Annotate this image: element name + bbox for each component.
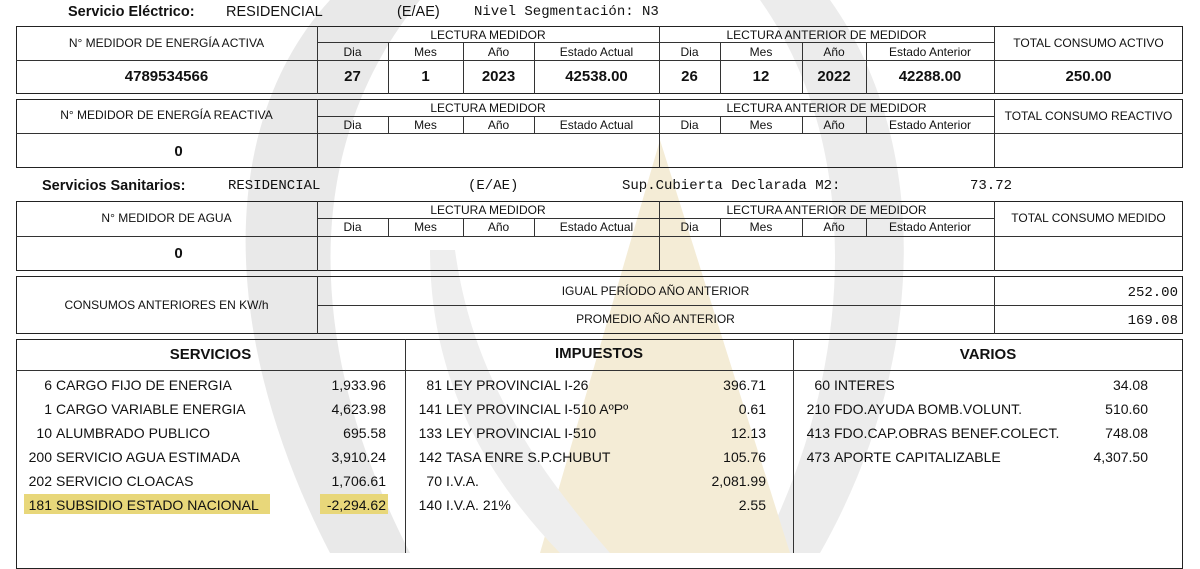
tax-name: I.V.A. 21% — [446, 497, 511, 513]
service-code: 200 — [28, 449, 52, 465]
col-estado-anterior: Estado Anterior — [888, 118, 972, 132]
previous-month: 12 — [752, 68, 770, 85]
water-meter-number: 0 — [174, 245, 183, 262]
average-value: 169.08 — [1127, 313, 1178, 329]
various-name: INTERES — [834, 377, 895, 393]
tax-code: 70 — [426, 473, 442, 489]
col-mes-prev: Mes — [749, 220, 773, 234]
col-mes: Mes — [414, 118, 437, 132]
col-anio: Año — [487, 118, 510, 132]
current-month: 1 — [421, 68, 430, 85]
electric-label: Servicio Eléctrico: — [68, 4, 195, 20]
water-total-label: TOTAL CONSUMO MEDIDO — [1011, 211, 1166, 225]
service-code: 6 — [44, 377, 52, 393]
current-day: 27 — [344, 68, 361, 85]
col-estado-anterior: Estado Anterior — [888, 45, 972, 59]
active-meter-number: 4789534566 — [124, 68, 209, 85]
service-amount: 1,933.96 — [331, 377, 386, 393]
service-amount: 1,706.61 — [331, 473, 386, 489]
tax-code: 81 — [426, 377, 442, 393]
active-previous-header: LECTURA ANTERIOR DE MEDIDOR — [726, 28, 927, 42]
service-code: 1 — [44, 401, 52, 417]
service-code: 202 — [28, 473, 52, 489]
col-estado-actual: Estado Actual — [559, 118, 634, 132]
service-amount: 4,623.98 — [331, 401, 386, 417]
tax-amount: 2.55 — [738, 497, 766, 513]
reactive-meter-number: 0 — [174, 143, 183, 160]
previous-day: 26 — [681, 68, 698, 85]
col-anio-prev: Año — [823, 45, 845, 59]
various-amount: 510.60 — [1105, 401, 1148, 417]
col-mes: Mes — [414, 220, 437, 234]
reactive-meter-label: N° MEDIDOR DE ENERGÍA REACTIVA — [60, 108, 273, 122]
electric-category: RESIDENCIAL — [226, 4, 323, 20]
taxes-title: IMPUESTOS — [554, 345, 644, 362]
sanitary-category: RESIDENCIAL — [228, 178, 321, 194]
various-code: 210 — [806, 401, 830, 417]
col-mes: Mes — [414, 45, 437, 59]
surface-label: Sup.Cubierta Declarada M2: — [622, 178, 841, 194]
col-anio-prev: Año — [823, 220, 845, 234]
tax-code: 133 — [418, 425, 442, 441]
service-amount: 695.58 — [343, 425, 386, 441]
tax-amount: 105.76 — [723, 449, 766, 465]
service-name: SERVICIO AGUA ESTIMADA — [56, 449, 241, 465]
tax-name: I.V.A. — [446, 473, 479, 489]
previous-year: 2022 — [817, 68, 851, 85]
active-meter-label: N° MEDIDOR DE ENERGÍA ACTIVA — [68, 36, 265, 50]
tax-amount: 12.13 — [730, 425, 766, 441]
water-meter-label: N° MEDIDOR DE AGUA — [101, 211, 232, 225]
active-total-label: TOTAL CONSUMO ACTIVO — [1013, 36, 1164, 50]
various-name: APORTE CAPITALIZABLE — [834, 449, 1001, 465]
sanitary-label: Servicios Sanitarios: — [42, 178, 186, 194]
tax-name: LEY PROVINCIAL I-510 AºPº — [446, 401, 629, 417]
service-name: SERVICIO CLOACAS — [56, 473, 194, 489]
col-anio: Año — [487, 220, 510, 234]
various-name: FDO.AYUDA BOMB.VOLUNT. — [834, 401, 1022, 417]
col-dia: Dia — [343, 220, 362, 234]
tax-name: LEY PROVINCIAL I-26 — [446, 377, 589, 393]
various-amount: 34.08 — [1112, 377, 1148, 393]
reactive-previous-header: LECTURA ANTERIOR DE MEDIDOR — [726, 101, 927, 115]
col-dia: Dia — [343, 118, 362, 132]
service-name: ALUMBRADO PUBLICO — [56, 425, 211, 441]
col-anio: Año — [487, 45, 510, 59]
previous-consumption-label: CONSUMOS ANTERIORES EN KW/h — [64, 298, 269, 312]
water-previous-header: LECTURA ANTERIOR DE MEDIDOR — [726, 203, 927, 217]
tax-code: 142 — [418, 449, 442, 465]
various-code: 473 — [806, 449, 830, 465]
previous-reading: 42288.00 — [898, 68, 962, 85]
tax-name: LEY PROVINCIAL I-510 — [446, 425, 597, 441]
service-amount: -2,294.62 — [326, 497, 386, 513]
service-name: CARGO FIJO DE ENERGIA — [56, 377, 232, 393]
active-current-header: LECTURA MEDIDOR — [430, 28, 546, 42]
col-estado-actual: Estado Actual — [559, 45, 634, 59]
col-dia: Dia — [343, 45, 362, 59]
current-reading: 42538.00 — [565, 68, 628, 85]
service-name: SUBSIDIO ESTADO NACIONAL — [56, 497, 259, 513]
col-estado-actual: Estado Actual — [559, 220, 634, 234]
service-amount: 3,910.24 — [331, 449, 386, 465]
various-amount: 748.08 — [1105, 425, 1148, 441]
col-dia-prev: Dia — [680, 45, 699, 59]
surface-value: 73.72 — [970, 178, 1013, 194]
tax-code: 141 — [418, 401, 442, 417]
various-code: 60 — [814, 377, 830, 393]
col-estado-anterior: Estado Anterior — [888, 220, 972, 234]
service-name: CARGO VARIABLE ENERGIA — [56, 401, 246, 417]
tax-amount: 2,081.99 — [711, 473, 766, 489]
segment-level: Nivel Segmentación: N3 — [474, 4, 659, 20]
col-mes-prev: Mes — [749, 45, 773, 59]
service-code: 10 — [36, 425, 52, 441]
total-active-consumption: 250.00 — [1065, 68, 1112, 85]
reactive-current-header: LECTURA MEDIDOR — [430, 101, 546, 115]
col-dia-prev: Dia — [680, 118, 699, 132]
col-mes-prev: Mes — [749, 118, 773, 132]
col-dia-prev: Dia — [680, 220, 699, 234]
average-label: PROMEDIO AÑO ANTERIOR — [576, 312, 735, 326]
various-code: 413 — [806, 425, 830, 441]
electric-code: (E/AE) — [397, 4, 440, 20]
tax-amount: 396.71 — [723, 377, 766, 393]
various-name: FDO.CAP.OBRAS BENEF.COLECT. — [834, 425, 1060, 441]
tax-name: TASA ENRE S.P.CHUBUT — [446, 449, 611, 465]
tax-amount: 0.61 — [738, 401, 766, 417]
col-anio-prev: Año — [823, 118, 845, 132]
various-title: VARIOS — [959, 346, 1017, 363]
same-period-label: IGUAL PERÍODO AÑO ANTERIOR — [561, 284, 750, 298]
reactive-total-label: TOTAL CONSUMO REACTIVO — [1004, 109, 1173, 123]
services-title: SERVICIOS — [169, 346, 252, 363]
same-period-value: 252.00 — [1127, 285, 1178, 301]
current-year: 2023 — [481, 68, 516, 85]
service-code: 181 — [28, 497, 52, 513]
various-amount: 4,307.50 — [1093, 449, 1148, 465]
sanitary-code: (E/AE) — [468, 178, 519, 194]
water-current-header: LECTURA MEDIDOR — [430, 203, 546, 217]
tax-code: 140 — [418, 497, 442, 513]
